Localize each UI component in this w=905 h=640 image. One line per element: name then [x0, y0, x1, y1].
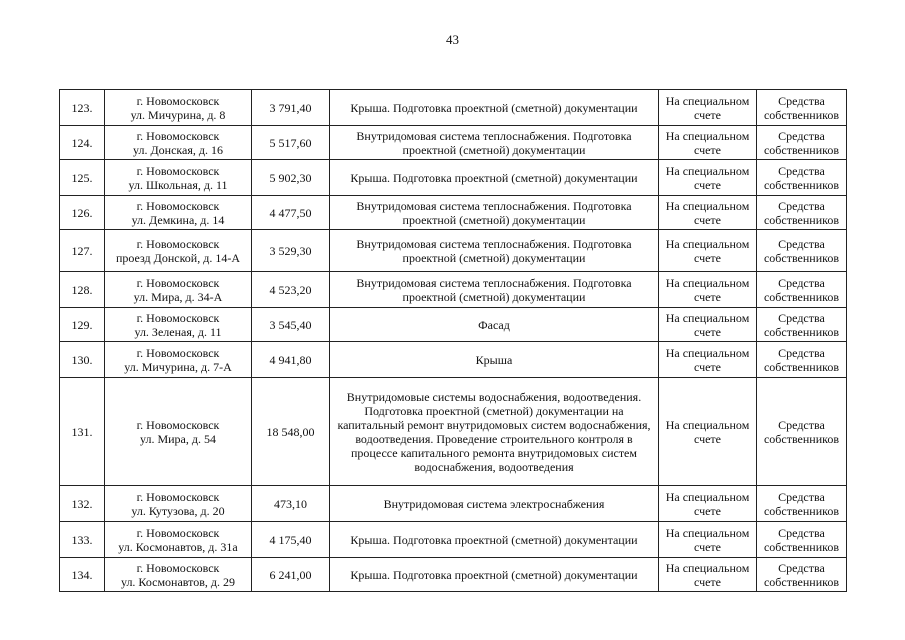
- account-cell: На специальном счете: [659, 196, 757, 230]
- amount-cell: 5 902,30: [252, 160, 330, 196]
- funding-source-cell: Средства собственников: [757, 486, 847, 522]
- funding-source-cell: Средства собственников: [757, 308, 847, 342]
- work-type-cell: Внутридомовая система теплоснабжения. Подготовка проектной (сметной) документации: [330, 272, 659, 308]
- work-type-cell: Крыша. Подготовка проектной (сметной) документации: [330, 90, 659, 126]
- amount-cell: 473,10: [252, 486, 330, 522]
- table-row: [60, 342, 847, 378]
- row-number: 134.: [60, 558, 105, 592]
- amount-cell: 6 241,00: [252, 558, 330, 592]
- amount-cell: 18 548,00: [252, 378, 330, 486]
- address-cell: [105, 230, 252, 272]
- row-number: 126.: [60, 196, 105, 230]
- account-cell: На специальном счете: [659, 90, 757, 126]
- address-cell: [105, 90, 252, 126]
- funding-source-cell: Средства собственников: [757, 558, 847, 592]
- row-number: 133.: [60, 522, 105, 558]
- address-cell: [105, 342, 252, 378]
- table-row: [60, 308, 847, 342]
- address-street: ул. Космонавтов, д. 31а: [118, 539, 238, 554]
- funding-source-cell: Средства собственников: [757, 230, 847, 272]
- row-number: 129.: [60, 308, 105, 342]
- address-street: ул. Зеленая, д. 11: [134, 324, 222, 339]
- address-street: ул. Космонавтов, д. 29: [120, 574, 236, 589]
- work-type-cell: Крыша: [330, 342, 659, 378]
- address-city: г. Новомосковск: [136, 560, 220, 575]
- work-type-cell: Внутридомовые системы водоснабжения, водоотведения. Подготовка проектной (сметной) документации на капитальный ремонт внутридомовых систем водоснабжения, водоотведения. Проведение строительного контроля в процессе капитального ремонта внутридомовых систем водоснабжения, водоотведения: [330, 378, 659, 486]
- table-row: [60, 486, 847, 522]
- row-number: 130.: [60, 342, 105, 378]
- table-row: [60, 160, 847, 196]
- row-number: 131.: [60, 378, 105, 486]
- work-type-cell: Крыша. Подготовка проектной (сметной) документации: [330, 522, 659, 558]
- work-type-cell: Внутридомовая система теплоснабжения. Подготовка проектной (сметной) документации: [330, 230, 659, 272]
- table-row: [60, 230, 847, 272]
- table-row: [60, 558, 847, 592]
- funding-source-cell: Средства собственников: [757, 90, 847, 126]
- work-type-cell: Внутридомовая система теплоснабжения. Подготовка проектной (сметной) документации: [330, 126, 659, 160]
- work-type-cell: Крыша. Подготовка проектной (сметной) документации: [330, 160, 659, 196]
- address-city: г. Новомосковск: [136, 128, 220, 143]
- address-street: ул. Демкина, д. 14: [131, 212, 225, 227]
- funding-source-cell: Средства собственников: [757, 272, 847, 308]
- account-cell: На специальном счете: [659, 160, 757, 196]
- amount-cell: 3 791,40: [252, 90, 330, 126]
- amount-cell: 3 545,40: [252, 308, 330, 342]
- table-row: [60, 272, 847, 308]
- address-cell: [105, 196, 252, 230]
- address-street: ул. Мира, д. 34-А: [133, 289, 223, 304]
- address-cell: [105, 126, 252, 160]
- account-cell: На специальном счете: [659, 558, 757, 592]
- table-row: [60, 522, 847, 558]
- account-cell: На специальном счете: [659, 486, 757, 522]
- funding-source-cell: Средства собственников: [757, 160, 847, 196]
- amount-cell: 3 529,30: [252, 230, 330, 272]
- account-cell: На специальном счете: [659, 378, 757, 486]
- address-street: проезд Донской, д. 14-А: [115, 250, 240, 265]
- address-cell: [105, 378, 252, 486]
- address-city: г. Новомосковск: [136, 417, 220, 432]
- row-number: 127.: [60, 230, 105, 272]
- address-cell: [105, 308, 252, 342]
- address-street: ул. Мира, д. 54: [140, 431, 216, 446]
- work-type-cell: Внутридомовая система электроснабжения: [330, 486, 659, 522]
- address-street: ул. Школьная, д. 11: [128, 177, 228, 192]
- account-cell: На специальном счете: [659, 522, 757, 558]
- account-cell: На специальном счете: [659, 126, 757, 160]
- amount-cell: 5 517,60: [252, 126, 330, 160]
- address-city: г. Новомосковск: [136, 489, 220, 504]
- amount-cell: 4 175,40: [252, 522, 330, 558]
- account-cell: На специальном счете: [659, 230, 757, 272]
- works-table: [59, 89, 847, 592]
- address-city: г. Новомосковск: [136, 93, 220, 108]
- table-row: [60, 378, 847, 486]
- account-cell: На специальном счете: [659, 342, 757, 378]
- funding-source-cell: Средства собственников: [757, 196, 847, 230]
- address-street: ул. Донская, д. 16: [133, 142, 223, 157]
- address-street: ул. Мичурина, д. 8: [130, 107, 226, 122]
- address-cell: [105, 522, 252, 558]
- address-cell: [105, 558, 252, 592]
- funding-source-cell: Средства собственников: [757, 126, 847, 160]
- account-cell: На специальном счете: [659, 272, 757, 308]
- address-cell: [105, 160, 252, 196]
- row-number: 132.: [60, 486, 105, 522]
- table-row: [60, 90, 847, 126]
- address-street: ул. Мичурина, д. 7-А: [124, 359, 232, 374]
- work-type-cell: Крыша. Подготовка проектной (сметной) документации: [330, 558, 659, 592]
- funding-source-cell: Средства собственников: [757, 342, 847, 378]
- work-type-cell: Внутридомовая система теплоснабжения. Подготовка проектной (сметной) документации: [330, 196, 659, 230]
- page-number: 43: [446, 32, 459, 47]
- address-city: г. Новомосковск: [136, 236, 220, 251]
- work-type-cell: Фасад: [330, 308, 659, 342]
- address-city: г. Новомосковск: [136, 310, 220, 325]
- row-number: 125.: [60, 160, 105, 196]
- address-city: г. Новомосковск: [136, 198, 220, 213]
- funding-source-cell: Средства собственников: [757, 522, 847, 558]
- address-city: г. Новомосковск: [136, 345, 220, 360]
- amount-cell: 4 941,80: [252, 342, 330, 378]
- account-cell: На специальном счете: [659, 308, 757, 342]
- address-city: г. Новомосковск: [136, 163, 220, 178]
- address-city: г. Новомосковск: [136, 525, 220, 540]
- address-city: г. Новомосковск: [136, 275, 220, 290]
- address-cell: [105, 486, 252, 522]
- table-row: [60, 126, 847, 160]
- table-row: [60, 196, 847, 230]
- row-number: 124.: [60, 126, 105, 160]
- row-number: 123.: [60, 90, 105, 126]
- address-cell: [105, 272, 252, 308]
- funding-source-cell: Средства собственников: [757, 378, 847, 486]
- row-number: 128.: [60, 272, 105, 308]
- amount-cell: 4 477,50: [252, 196, 330, 230]
- address-street: ул. Кутузова, д. 20: [131, 503, 225, 518]
- amount-cell: 4 523,20: [252, 272, 330, 308]
